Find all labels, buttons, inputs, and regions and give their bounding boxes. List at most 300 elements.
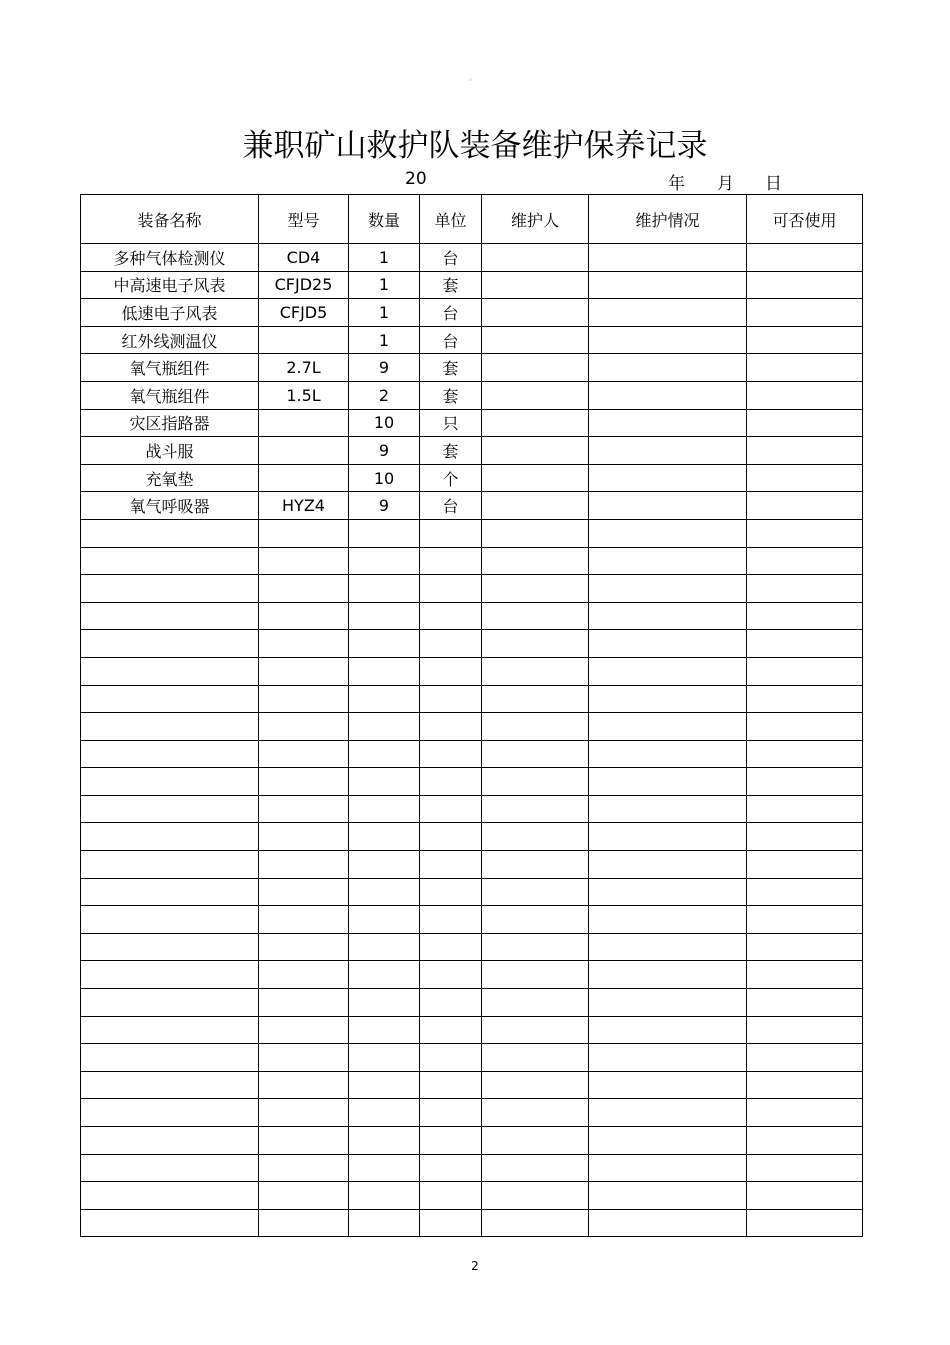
cell-equipment-name — [81, 602, 259, 630]
cell-equipment-name: 氧气瓶组件 — [81, 381, 259, 409]
cell-quantity: 9 — [349, 354, 420, 382]
cell-equipment-name — [81, 795, 259, 823]
cell-quantity: 9 — [349, 437, 420, 465]
cell-quantity — [349, 1099, 420, 1127]
table-row — [81, 381, 863, 409]
cell-maintenance-status — [589, 1071, 747, 1099]
cell-usable — [747, 768, 863, 796]
cell-maintainer — [482, 299, 589, 327]
cell-equipment-name — [81, 961, 259, 989]
header-unit: 单位 — [420, 195, 482, 244]
cell-usable — [747, 354, 863, 382]
cell-usable — [747, 326, 863, 354]
cell-maintenance-status — [589, 271, 747, 299]
cell-maintainer — [482, 602, 589, 630]
cell-unit — [420, 878, 482, 906]
cell-model — [259, 989, 349, 1017]
cell-equipment-name — [81, 906, 259, 934]
cell-maintainer — [482, 851, 589, 879]
cell-quantity: 1 — [349, 299, 420, 327]
cell-usable — [747, 1209, 863, 1237]
table-row — [81, 713, 863, 741]
cell-model — [259, 409, 349, 437]
cell-model — [259, 657, 349, 685]
cell-unit: 只 — [420, 409, 482, 437]
cell-usable — [747, 1182, 863, 1210]
cell-maintenance-status — [589, 795, 747, 823]
cell-maintenance-status — [589, 713, 747, 741]
cell-unit — [420, 989, 482, 1017]
table-row — [81, 989, 863, 1017]
cell-usable — [747, 989, 863, 1017]
cell-equipment-name: 充氧垫 — [81, 464, 259, 492]
cell-maintainer — [482, 657, 589, 685]
cell-quantity — [349, 575, 420, 603]
table-row — [81, 1099, 863, 1127]
page-number: 2 — [471, 1259, 479, 1273]
cell-unit: 台 — [420, 299, 482, 327]
cell-usable — [747, 851, 863, 879]
cell-maintenance-status — [589, 961, 747, 989]
cell-maintainer — [482, 492, 589, 520]
cell-equipment-name — [81, 519, 259, 547]
cell-maintenance-status — [589, 1127, 747, 1155]
top-mark: 。 — [469, 73, 477, 82]
cell-usable — [747, 464, 863, 492]
cell-maintainer — [482, 244, 589, 272]
date-year-label: 年 — [668, 174, 685, 194]
cell-equipment-name — [81, 547, 259, 575]
cell-model: CD4 — [259, 244, 349, 272]
cell-maintenance-status — [589, 1044, 747, 1072]
cell-maintainer — [482, 271, 589, 299]
cell-maintenance-status — [589, 823, 747, 851]
cell-maintainer — [482, 989, 589, 1017]
cell-usable — [747, 299, 863, 327]
cell-maintenance-status — [589, 1016, 747, 1044]
cell-equipment-name: 中高速电子风表 — [81, 271, 259, 299]
cell-usable — [747, 547, 863, 575]
cell-model — [259, 685, 349, 713]
cell-quantity — [349, 1209, 420, 1237]
cell-maintenance-status — [589, 1209, 747, 1237]
cell-equipment-name — [81, 740, 259, 768]
table-row — [81, 768, 863, 796]
cell-maintenance-status — [589, 409, 747, 437]
cell-unit — [420, 1209, 482, 1237]
cell-quantity: 10 — [349, 464, 420, 492]
cell-quantity — [349, 906, 420, 934]
cell-maintenance-status — [589, 547, 747, 575]
cell-equipment-name — [81, 878, 259, 906]
cell-quantity — [349, 1044, 420, 1072]
cell-maintenance-status — [589, 685, 747, 713]
cell-model — [259, 630, 349, 658]
cell-model — [259, 575, 349, 603]
table-body — [81, 244, 863, 1237]
cell-maintenance-status — [589, 492, 747, 520]
cell-quantity: 1 — [349, 244, 420, 272]
table-row — [81, 740, 863, 768]
table-row — [81, 602, 863, 630]
cell-maintainer — [482, 1016, 589, 1044]
cell-usable — [747, 492, 863, 520]
table-row — [81, 464, 863, 492]
cell-model: CFJD25 — [259, 271, 349, 299]
cell-maintenance-status — [589, 657, 747, 685]
cell-unit — [420, 713, 482, 741]
cell-maintenance-status — [589, 630, 747, 658]
cell-unit — [420, 685, 482, 713]
table-row — [81, 354, 863, 382]
cell-maintainer — [482, 740, 589, 768]
cell-equipment-name: 红外线测温仪 — [81, 326, 259, 354]
cell-usable — [747, 630, 863, 658]
cell-maintenance-status — [589, 326, 747, 354]
cell-unit — [420, 1099, 482, 1127]
cell-equipment-name: 低速电子风表 — [81, 299, 259, 327]
cell-maintainer — [482, 823, 589, 851]
cell-quantity — [349, 1127, 420, 1155]
table-header-row — [81, 195, 863, 244]
table-row — [81, 851, 863, 879]
cell-maintainer — [482, 933, 589, 961]
cell-quantity — [349, 1182, 420, 1210]
cell-equipment-name: 氧气呼吸器 — [81, 492, 259, 520]
cell-quantity: 1 — [349, 271, 420, 299]
cell-unit: 台 — [420, 492, 482, 520]
cell-maintainer — [482, 1099, 589, 1127]
cell-maintenance-status — [589, 878, 747, 906]
cell-maintainer — [482, 1071, 589, 1099]
cell-unit — [420, 1044, 482, 1072]
cell-usable — [747, 1016, 863, 1044]
cell-unit — [420, 1016, 482, 1044]
cell-maintainer — [482, 685, 589, 713]
cell-usable — [747, 1154, 863, 1182]
table-row — [81, 437, 863, 465]
table-row — [81, 685, 863, 713]
cell-model — [259, 326, 349, 354]
cell-equipment-name — [81, 1099, 259, 1127]
table-row — [81, 878, 863, 906]
cell-usable — [747, 271, 863, 299]
cell-maintainer — [482, 768, 589, 796]
cell-usable — [747, 657, 863, 685]
table-row — [81, 271, 863, 299]
cell-usable — [747, 685, 863, 713]
cell-maintenance-status — [589, 602, 747, 630]
cell-maintainer — [482, 713, 589, 741]
cell-usable — [747, 381, 863, 409]
cell-unit: 套 — [420, 271, 482, 299]
cell-quantity: 1 — [349, 326, 420, 354]
cell-maintenance-status — [589, 299, 747, 327]
cell-usable — [747, 795, 863, 823]
cell-maintainer — [482, 519, 589, 547]
cell-model — [259, 961, 349, 989]
cell-unit — [420, 906, 482, 934]
header-quantity: 数量 — [349, 195, 420, 244]
cell-quantity — [349, 961, 420, 989]
table-row — [81, 1154, 863, 1182]
cell-maintainer — [482, 1209, 589, 1237]
cell-maintainer — [482, 1182, 589, 1210]
cell-model: CFJD5 — [259, 299, 349, 327]
cell-maintenance-status — [589, 519, 747, 547]
cell-maintainer — [482, 326, 589, 354]
table-row — [81, 961, 863, 989]
cell-maintainer — [482, 1044, 589, 1072]
header-usable: 可否使用 — [747, 195, 863, 244]
cell-equipment-name — [81, 989, 259, 1017]
cell-unit — [420, 1154, 482, 1182]
date-year-prefix: 20 — [405, 169, 427, 189]
cell-equipment-name — [81, 1182, 259, 1210]
cell-model — [259, 1209, 349, 1237]
cell-model — [259, 437, 349, 465]
header-model: 型号 — [259, 195, 349, 244]
cell-model — [259, 713, 349, 741]
cell-maintenance-status — [589, 381, 747, 409]
cell-model — [259, 1099, 349, 1127]
cell-model — [259, 1071, 349, 1099]
cell-quantity: 9 — [349, 492, 420, 520]
cell-unit — [420, 740, 482, 768]
cell-model — [259, 602, 349, 630]
table-row — [81, 1071, 863, 1099]
cell-maintainer — [482, 437, 589, 465]
cell-unit: 台 — [420, 326, 482, 354]
cell-equipment-name — [81, 685, 259, 713]
cell-usable — [747, 1044, 863, 1072]
table-row — [81, 575, 863, 603]
cell-maintainer — [482, 630, 589, 658]
cell-equipment-name: 氧气瓶组件 — [81, 354, 259, 382]
cell-equipment-name — [81, 575, 259, 603]
cell-usable — [747, 823, 863, 851]
cell-unit — [420, 575, 482, 603]
cell-maintenance-status — [589, 1154, 747, 1182]
cell-model — [259, 768, 349, 796]
cell-quantity — [349, 685, 420, 713]
cell-quantity: 10 — [349, 409, 420, 437]
cell-quantity — [349, 823, 420, 851]
cell-model — [259, 519, 349, 547]
cell-quantity — [349, 547, 420, 575]
cell-model — [259, 464, 349, 492]
cell-equipment-name: 战斗服 — [81, 437, 259, 465]
cell-usable — [747, 961, 863, 989]
cell-maintenance-status — [589, 989, 747, 1017]
cell-unit — [420, 1182, 482, 1210]
table-row — [81, 492, 863, 520]
cell-model — [259, 823, 349, 851]
cell-maintenance-status — [589, 906, 747, 934]
cell-usable — [747, 906, 863, 934]
table-row — [81, 326, 863, 354]
cell-maintainer — [482, 354, 589, 382]
cell-usable — [747, 1099, 863, 1127]
table-row — [81, 519, 863, 547]
cell-model — [259, 1016, 349, 1044]
cell-model — [259, 1044, 349, 1072]
table-row — [81, 1209, 863, 1237]
cell-equipment-name — [81, 1044, 259, 1072]
cell-model — [259, 906, 349, 934]
cell-quantity — [349, 878, 420, 906]
date-day-label: 日 — [765, 174, 782, 194]
header-maintenance-status: 维护情况 — [589, 195, 747, 244]
cell-usable — [747, 244, 863, 272]
cell-equipment-name: 灾区指路器 — [81, 409, 259, 437]
cell-model — [259, 1127, 349, 1155]
cell-maintenance-status — [589, 1099, 747, 1127]
cell-model: 2.7L — [259, 354, 349, 382]
cell-equipment-name — [81, 1071, 259, 1099]
cell-usable — [747, 519, 863, 547]
cell-unit — [420, 961, 482, 989]
cell-equipment-name — [81, 630, 259, 658]
table-row — [81, 823, 863, 851]
cell-equipment-name — [81, 1127, 259, 1155]
cell-maintainer — [482, 906, 589, 934]
page-title: 兼职矿山救护队装备维护保养记录 — [242, 128, 708, 164]
cell-unit: 个 — [420, 464, 482, 492]
cell-unit: 套 — [420, 437, 482, 465]
header-equipment-name: 装备名称 — [81, 195, 259, 244]
cell-quantity — [349, 768, 420, 796]
table-row — [81, 657, 863, 685]
cell-model — [259, 547, 349, 575]
cell-maintainer — [482, 409, 589, 437]
cell-equipment-name — [81, 713, 259, 741]
cell-unit — [420, 823, 482, 851]
cell-unit — [420, 602, 482, 630]
date-month-label: 月 — [717, 174, 734, 194]
cell-maintenance-status — [589, 768, 747, 796]
cell-usable — [747, 878, 863, 906]
table-row — [81, 409, 863, 437]
cell-unit: 台 — [420, 244, 482, 272]
cell-equipment-name — [81, 823, 259, 851]
cell-quantity — [349, 1016, 420, 1044]
cell-maintenance-status — [589, 740, 747, 768]
cell-quantity — [349, 851, 420, 879]
cell-maintenance-status — [589, 244, 747, 272]
cell-usable — [747, 713, 863, 741]
table-row — [81, 906, 863, 934]
cell-quantity — [349, 657, 420, 685]
cell-unit — [420, 1071, 482, 1099]
cell-maintainer — [482, 878, 589, 906]
cell-quantity: 2 — [349, 381, 420, 409]
cell-usable — [747, 740, 863, 768]
cell-model: HYZ4 — [259, 492, 349, 520]
cell-equipment-name — [81, 933, 259, 961]
cell-maintenance-status — [589, 1182, 747, 1210]
cell-usable — [747, 1071, 863, 1099]
cell-quantity — [349, 602, 420, 630]
cell-model — [259, 795, 349, 823]
cell-usable — [747, 575, 863, 603]
cell-quantity — [349, 713, 420, 741]
table-row — [81, 244, 863, 272]
cell-model: 1.5L — [259, 381, 349, 409]
cell-model — [259, 851, 349, 879]
cell-maintenance-status — [589, 464, 747, 492]
table-row — [81, 1182, 863, 1210]
cell-maintainer — [482, 795, 589, 823]
cell-unit: 套 — [420, 354, 482, 382]
cell-equipment-name — [81, 657, 259, 685]
cell-quantity — [349, 630, 420, 658]
cell-equipment-name — [81, 1016, 259, 1044]
cell-equipment-name — [81, 1209, 259, 1237]
cell-unit: 套 — [420, 381, 482, 409]
cell-quantity — [349, 989, 420, 1017]
cell-model — [259, 1154, 349, 1182]
cell-maintainer — [482, 464, 589, 492]
cell-maintenance-status — [589, 437, 747, 465]
cell-quantity — [349, 519, 420, 547]
cell-usable — [747, 409, 863, 437]
cell-maintainer — [482, 381, 589, 409]
cell-unit — [420, 519, 482, 547]
cell-maintainer — [482, 961, 589, 989]
cell-maintainer — [482, 1154, 589, 1182]
cell-usable — [747, 437, 863, 465]
table-row — [81, 547, 863, 575]
cell-maintainer — [482, 547, 589, 575]
cell-unit — [420, 851, 482, 879]
cell-model — [259, 740, 349, 768]
cell-quantity — [349, 1154, 420, 1182]
cell-quantity — [349, 740, 420, 768]
cell-maintainer — [482, 575, 589, 603]
table-row — [81, 299, 863, 327]
cell-equipment-name — [81, 851, 259, 879]
cell-unit — [420, 657, 482, 685]
cell-quantity — [349, 1071, 420, 1099]
cell-unit — [420, 795, 482, 823]
cell-maintenance-status — [589, 575, 747, 603]
cell-usable — [747, 933, 863, 961]
cell-maintainer — [482, 1127, 589, 1155]
cell-maintenance-status — [589, 851, 747, 879]
cell-usable — [747, 602, 863, 630]
cell-model — [259, 933, 349, 961]
cell-maintenance-status — [589, 354, 747, 382]
cell-quantity — [349, 933, 420, 961]
cell-unit — [420, 630, 482, 658]
table-row — [81, 1016, 863, 1044]
cell-quantity — [349, 795, 420, 823]
maintenance-record-table — [80, 194, 863, 1237]
header-maintainer: 维护人 — [482, 195, 589, 244]
cell-unit — [420, 1127, 482, 1155]
table-row — [81, 1127, 863, 1155]
cell-equipment-name — [81, 1154, 259, 1182]
table-row — [81, 1044, 863, 1072]
cell-unit — [420, 768, 482, 796]
cell-unit — [420, 547, 482, 575]
table-row — [81, 630, 863, 658]
cell-equipment-name: 多种气体检测仪 — [81, 244, 259, 272]
cell-model — [259, 1182, 349, 1210]
table-row — [81, 795, 863, 823]
cell-equipment-name — [81, 768, 259, 796]
